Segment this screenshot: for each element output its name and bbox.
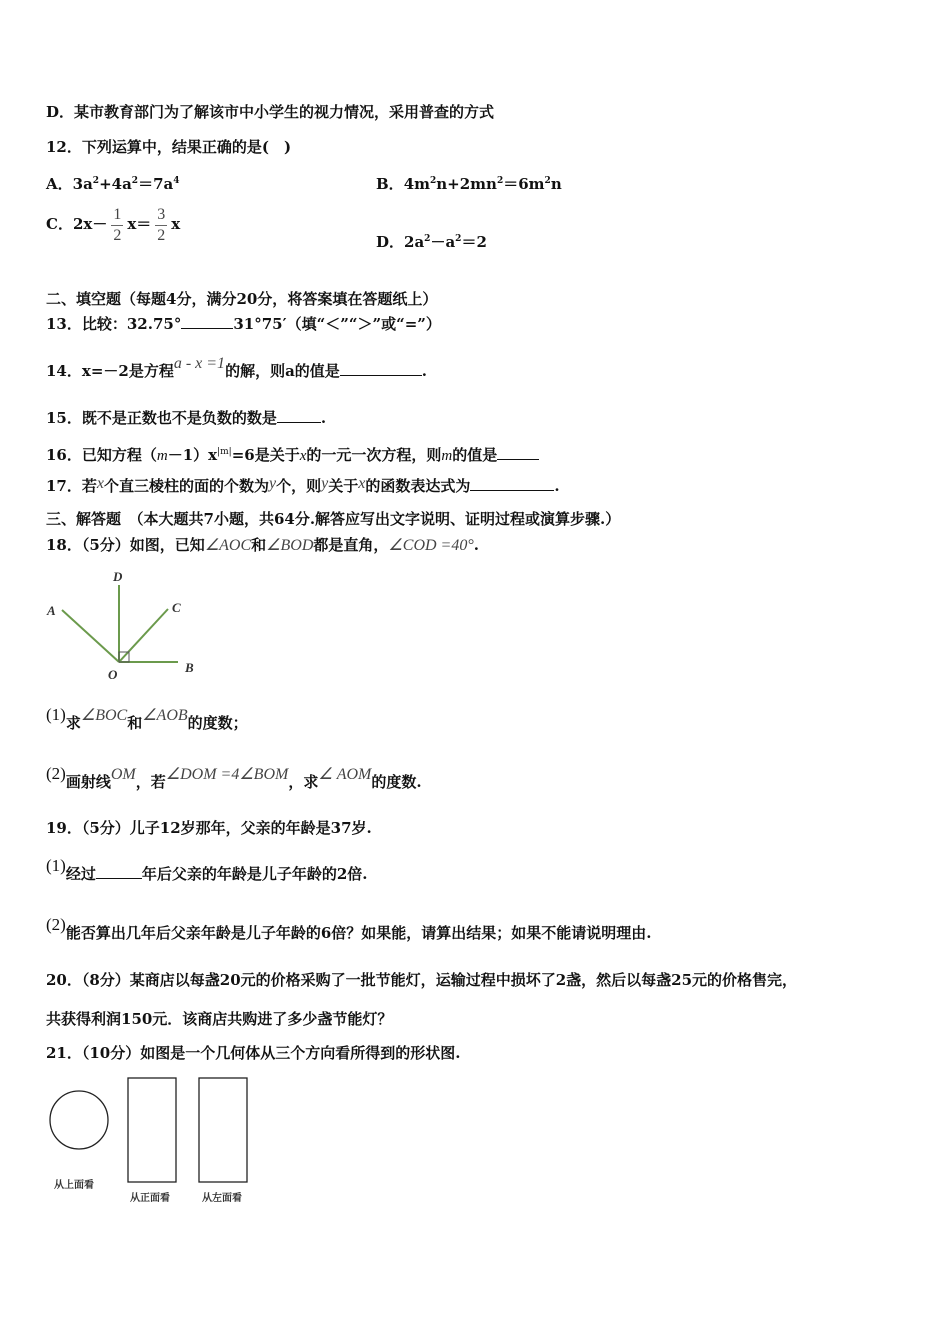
q11-option-d: D．某市教育部门为了解该市中小学生的视力情况，采用普查的方式	[46, 103, 495, 121]
q20-line-1: 20．（8分）某商店以每盏20元的价格采购了一批节能灯，运输过程中损坏了2盏，然后以每盏25元的价格售完，	[46, 971, 798, 989]
q15: 15．既不是正数也不是负数的数是 .	[46, 409, 327, 427]
label-a: A	[47, 603, 56, 618]
q14-answer-blank[interactable]	[340, 361, 422, 376]
q14-equation: a - x =1	[173, 355, 226, 372]
q19-part-2: (2)能否算出几年后父亲年龄是儿子年龄的6倍？如果能，请算出结果；如果不能请说明理由.	[46, 915, 652, 942]
label-c: C	[172, 600, 181, 615]
top-view-label: 从上面看	[54, 1180, 94, 1191]
q16-answer-blank[interactable]	[497, 445, 539, 460]
top-view-circle	[50, 1091, 108, 1149]
label-o: O	[108, 667, 118, 682]
ray-oa	[62, 610, 119, 662]
label-d: D	[113, 569, 123, 584]
q20-line-2: 共获得利润150元．该商店共购进了多少盏节能灯？	[46, 1010, 393, 1028]
q18-angle-figure	[40, 566, 210, 686]
q14: 14．x=－2是方程a - x =1的解，则a的值是 .	[46, 355, 428, 380]
q12-option-c: C．2x－ $\frac{1}{2}$ x＝ $\frac{3}{2}$ x	[46, 205, 181, 244]
q12-option-a: A．$3a^2+4a^2=7a^4$	[46, 175, 180, 193]
q19-part-1: (1)经过 年后父亲的年龄是儿子年龄的2倍.	[46, 856, 368, 883]
label-b: B	[185, 660, 194, 675]
q12-stem: 12．下列运算中，结果正确的是( )	[46, 138, 292, 156]
front-view-label: 从正面看	[130, 1193, 170, 1204]
left-view-rectangle	[199, 1078, 247, 1182]
q21-three-views-figure	[44, 1072, 264, 1212]
q12-option-b: B．$4m^2n+2mn^2=6m^2n$	[376, 175, 562, 193]
q13: 13．比较：32.75° 31°75′（填“＜”“＞”或“=”）	[46, 315, 441, 333]
q13-answer-blank[interactable]	[181, 314, 233, 329]
q21-stem: 21．（10分）如图是一个几何体从三个方向看所得到的形状图.	[46, 1044, 461, 1062]
q12-option-d: D．$2a^2-a^2=2$	[376, 233, 487, 251]
q19-answer-blank[interactable]	[96, 864, 142, 879]
front-view-rectangle	[128, 1078, 176, 1182]
ray-oc	[119, 609, 168, 662]
q15-answer-blank[interactable]	[277, 408, 321, 423]
fraction-three-halves: $\frac{3}{2}$	[157, 205, 166, 244]
q18-part-2: (2)画射线OM，若∠DOM =4∠BOM，求∠ AOM的度数.	[46, 764, 422, 791]
section-2-heading: 二、填空题（每题4分，满分20分，将答案填在答题纸上）	[46, 290, 438, 308]
q18-part-1: (1)求∠BOC和∠AOB的度数；	[46, 705, 248, 732]
q16: 16．已知方程$(m-1)x^{|m|}=6$是关于x的一元一次方程，则m的值是	[46, 442, 539, 466]
section-3-heading: 三、解答题 （本大题共7小题，共64分.解答应写出文字说明、证明过程或演算步骤.）	[46, 510, 621, 528]
left-view-label: 从左面看	[202, 1193, 242, 1204]
q17: 17．若x个直三棱柱的面的个数为y个，则y关于x的函数表达式为 .	[46, 475, 560, 495]
fraction-one-half: $\frac{1}{2}$	[113, 205, 122, 244]
q17-answer-blank[interactable]	[470, 476, 554, 491]
q19-stem: 19．（5分）儿子12岁那年，父亲的年龄是37岁.	[46, 819, 372, 837]
q18-stem: 18．（5分）如图，已知∠AOC和∠BOD都是直角，∠COD =40°.	[46, 536, 479, 554]
